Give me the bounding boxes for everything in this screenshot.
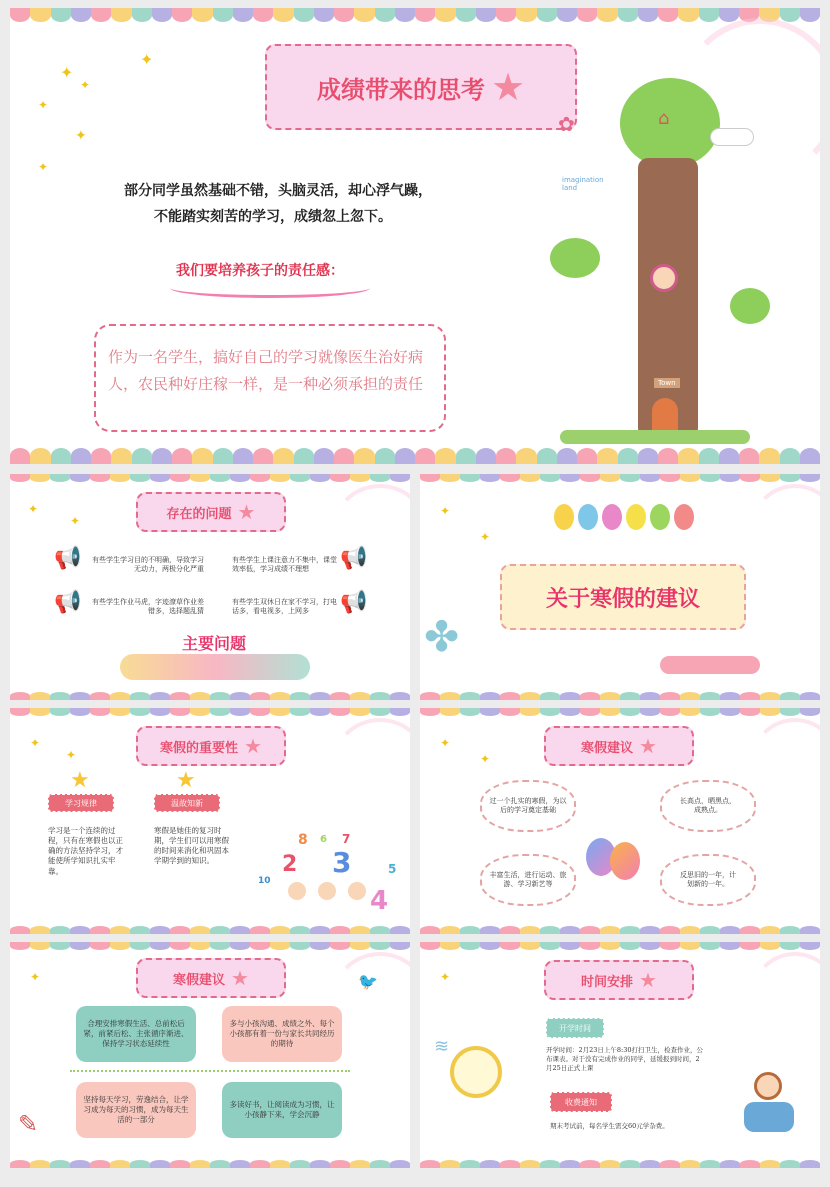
sparkle-icon: ✦: [75, 128, 87, 144]
slide5-title: 寒假建议: [581, 740, 634, 756]
rainbow-decoration: [330, 718, 410, 818]
boy-reading-illustration: [740, 1072, 800, 1142]
number-label: 7: [342, 832, 351, 846]
slide7-title-box: [544, 960, 694, 1000]
number-label: 8: [298, 832, 308, 848]
scallop-border-top: [10, 942, 410, 950]
school-start-text: 开学时间：2月23日上午8:30打扫卫生，检查作业，公布课表。对于没有完成作业的同学，延缓报到时间，2月25日正式上课: [546, 1046, 704, 1072]
slide3-title: 关于寒假的建议: [545, 586, 700, 612]
slide-2[interactable]: [10, 474, 410, 700]
slide1-title-box: [265, 44, 577, 130]
scallop-border-bottom: [10, 692, 410, 700]
sparkle-icon: ✦: [38, 98, 49, 112]
ribbon-bow-icon: ✿: [558, 112, 575, 136]
tree-door: [652, 398, 678, 434]
problem-item: 有些学生双休日在家不学习，打电话多，看电视多，上网多: [232, 598, 337, 616]
rainbow-decoration: [750, 952, 820, 1042]
grass: [560, 430, 750, 444]
suggestion-oval: 反思旧的一年，计划新的一年。: [660, 854, 756, 906]
suggestion-oval: 长高点，晒黑点，成熟点。: [660, 780, 756, 832]
grass-divider: [70, 1070, 350, 1078]
scallop-border-bottom: [10, 926, 410, 934]
number-label: 3: [332, 846, 352, 879]
balloon-icon: [610, 842, 640, 880]
slide1-quote-box: [94, 324, 446, 432]
pill-review: 温故知新: [154, 794, 220, 812]
right-bush: [730, 288, 770, 324]
megaphone-icon: 📢: [54, 546, 82, 571]
number-label: 2: [282, 852, 298, 877]
sparkle-icon: ✦: [30, 970, 41, 984]
number-label: 10: [258, 876, 271, 886]
balloon-cluster: [554, 504, 694, 534]
pill-school-start: 开学时间: [546, 1018, 604, 1038]
suggestion-oval: 过一个扎实的寒假，为以后的学习奠定基础: [480, 780, 576, 832]
scallop-border-top: [420, 474, 820, 482]
sparkle-icon: ✦: [140, 50, 154, 69]
imagination-sign: imagination land: [562, 176, 604, 192]
pill-study-rhythm: 学习规律: [48, 794, 114, 812]
sparkle-icon: ✦: [440, 504, 451, 518]
slide-3[interactable]: [420, 474, 820, 700]
pinwheel-icon: ✤: [424, 612, 460, 661]
clock-icon: [450, 1046, 502, 1098]
importance-text-2: 寒假是她佳的复习时期，学生们可以用寒假的时间来消化和巩固本学期学到的知识。: [154, 826, 229, 866]
slide1-quote: 作为一名学生，搞好自己的学习就像医生治好病人，农民种好庄稼一样，是一种必须承担的责任: [108, 348, 424, 393]
slide6-title: 寒假建议: [173, 972, 226, 988]
scallop-border-top: [10, 8, 820, 22]
fee-notice-text: 期末考试前，每名学生需交60元学杂费。: [550, 1122, 669, 1130]
star-icon: ★: [244, 734, 262, 758]
left-bush: [550, 238, 600, 278]
star-icon: ★: [231, 966, 249, 990]
suggestion-card: 多读好书，让阅读成为习惯，让小孩静下来，学会沉静: [222, 1082, 342, 1138]
star-icon: ★: [70, 768, 90, 793]
number-label: 4: [370, 886, 389, 916]
megaphone-icon: 📢: [54, 590, 82, 615]
kid-figure: [288, 882, 306, 900]
suggestion-card: 多与小孩沟通、成绩之外、每个小孩都有着一份与家长共同经历的期待: [222, 1006, 342, 1062]
slide-4[interactable]: [10, 708, 410, 934]
suggestion-card: 坚持每天学习，劳逸结合，让学习成为每天的习惯，成为每天生活的一部分: [76, 1082, 196, 1138]
slide7-title: 时间安排: [581, 974, 634, 990]
slide2-title-box: [136, 492, 286, 532]
slide-7[interactable]: [420, 942, 820, 1168]
suggestion-oval: 丰富生活，进行运动、旅游、学习新艺等: [480, 854, 576, 906]
girl-face: [650, 264, 678, 292]
sparkle-icon: ✦: [30, 736, 41, 750]
town-sign: Town: [654, 378, 680, 388]
scallop-border-top: [10, 708, 410, 716]
sparkle-icon: ✦: [28, 502, 39, 516]
kid-figure: [318, 882, 336, 900]
suggestion-card: 合理安排寒假生活、总前松后紧，前紧后松、主张循序渐进、保持学习状态延续性: [76, 1006, 196, 1062]
slide2-title: 存在的问题: [166, 506, 232, 522]
crayon-town-illustration: [120, 654, 310, 680]
number-label: 6: [320, 834, 327, 845]
clock-wings-icon: ≋: [434, 1036, 450, 1057]
sparkle-icon: ✦: [440, 736, 451, 750]
scallop-border-bottom: [10, 448, 820, 464]
sparkle-icon: ✦: [70, 514, 81, 528]
star-icon: ★: [176, 768, 196, 793]
bird-icon: 🐦: [358, 972, 378, 991]
slide1-title: 成绩带来的思考: [316, 75, 485, 104]
kid-figure: [348, 882, 366, 900]
sparkle-icon: ✦: [66, 748, 77, 762]
slide1-line1: 部分同学虽然基础不错，头脑灵活，却心浮气躁，: [124, 183, 432, 199]
megaphone-icon: 📢: [340, 590, 368, 615]
kid-with-pencil-icon: ✎: [18, 1110, 39, 1138]
number-kids-illustration: [258, 832, 398, 922]
pill-fee-notice: 收费通知: [550, 1092, 612, 1112]
scallop-border-bottom: [420, 926, 820, 934]
number-label: 5: [388, 862, 397, 876]
rainbow-decoration: [750, 484, 820, 574]
rainbow-decoration: [330, 952, 410, 1052]
problem-item: 有些学生学习目的不明确，导致学习无动力，两极分化严重: [92, 556, 204, 574]
slide4-title-box: [136, 726, 286, 766]
scallop-border-bottom: [420, 692, 820, 700]
scallop-border-top: [10, 474, 410, 482]
importance-text-1: 学习是一个连续的过程，只有在寒假也以正确的方法坚持学习，才能使所学知识扎实牢靠。: [48, 826, 123, 876]
slide5-title-box: [544, 726, 694, 766]
sparkle-icon: ✦: [80, 78, 91, 92]
slide1-subtitle: 我们要培养孩子的责任感：: [176, 263, 344, 279]
slide3-title-box: [500, 564, 746, 630]
garland-decoration: [170, 278, 370, 298]
star-icon: ★: [490, 65, 526, 109]
sparkle-icon: ✦: [480, 752, 491, 766]
problem-item: 有些学生上课注意力不集中，课堂效率低，学习成绩不理想: [232, 556, 337, 574]
slide1-line2: 不能踏实刻苦的学习，成绩忽上忽下。: [154, 209, 392, 225]
slide-6[interactable]: [10, 942, 410, 1168]
sparkle-icon: ✦: [480, 530, 491, 544]
slide-1[interactable]: [10, 8, 820, 464]
star-icon: ★: [639, 968, 657, 992]
slide2-heading: 主要问题: [182, 634, 247, 653]
birdhouse-icon: ⌂: [658, 108, 670, 129]
star-icon: ★: [639, 734, 657, 758]
scallop-border-bottom: [420, 1160, 820, 1168]
rainbow-decoration: [750, 718, 820, 808]
sparkle-icon: ✦: [38, 160, 49, 174]
sparkle-icon: ✦: [60, 63, 74, 82]
sparkle-icon: ✦: [440, 970, 451, 984]
star-icon: ★: [237, 500, 256, 524]
slide-5[interactable]: [420, 708, 820, 934]
problem-item: 有些学生作业马虎，字迹潦草作业差错多，选择题乱猜: [92, 598, 204, 616]
scallop-border-top: [420, 942, 820, 950]
train-illustration: [660, 656, 760, 674]
slide6-title-box: [136, 958, 286, 998]
megaphone-icon: 📢: [340, 546, 368, 571]
slide4-title: 寒假的重要性: [160, 740, 239, 756]
tree-trunk: [638, 158, 698, 438]
scallop-border-bottom: [10, 1160, 410, 1168]
scallop-border-top: [420, 708, 820, 716]
